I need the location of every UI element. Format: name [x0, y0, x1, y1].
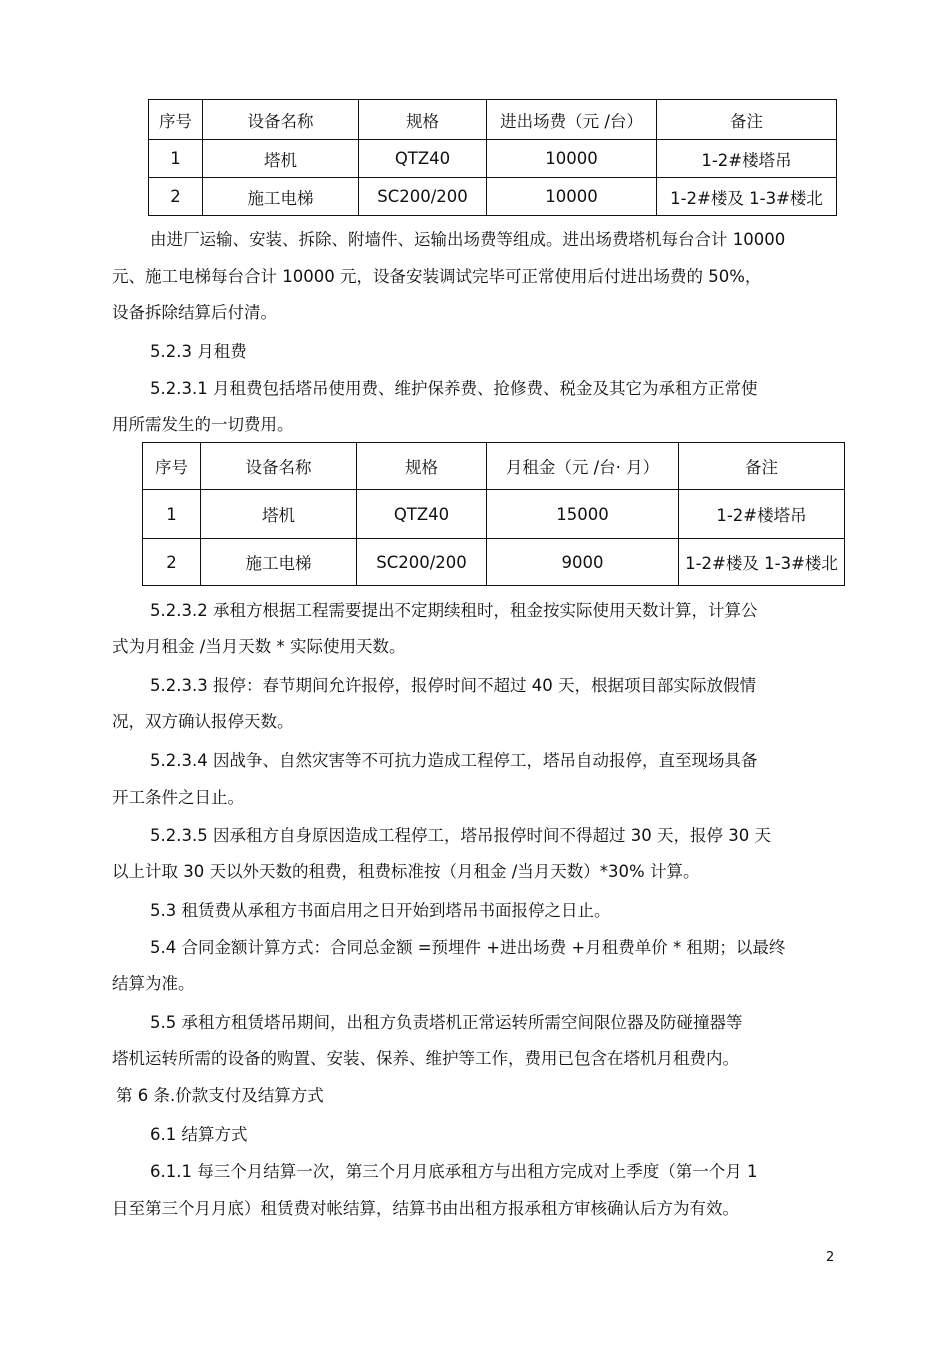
- section-5-2-3-5-line-2: 以上计取 30 天以外天数的租费，租费标准按（月租金 /当月天数）*30% 计算。: [112, 862, 700, 881]
- fee-paragraph-line-2: 元、施工电梯每台合计 10000 元，设备安装调试完毕可正常使用后付进出场费的 50%，: [112, 267, 762, 286]
- table-header-row: [143, 443, 845, 490]
- section-5-2-3-3-line-1: 5.2.3.3 报停：春节期间允许报停，报停时间不超过 40 天，根据项目部实际放假情: [150, 676, 756, 695]
- page-number: 2: [826, 1250, 835, 1265]
- section-5-2-3-1-line-2: 用所需发生的一切费用。: [112, 415, 294, 434]
- table-cell: SC200/200: [359, 178, 487, 216]
- table-cell: 施工电梯: [203, 178, 359, 216]
- header-cell: 月租金（元 /台· 月）: [487, 443, 679, 490]
- table-cell: 施工电梯: [201, 539, 357, 586]
- section-5-2-3-1-line-1: 5.2.3.1 月租费包括塔吊使用费、维护保养费、抢修费、税金及其它为承租方正常使: [150, 379, 758, 398]
- section-5-4-line-2: 结算为准。: [112, 974, 195, 993]
- article-6-heading: 第 6 条.价款支付及结算方式: [116, 1086, 324, 1105]
- table-cell: 15000: [487, 490, 679, 539]
- table-row: [149, 140, 837, 178]
- section-5-2-3-5-line-1: 5.2.3.5 因承租方自身原因造成工程停工，塔吊报停时间不得超过 30 天，报停 30 天: [150, 826, 771, 845]
- section-6-1-1-line-1: 6.1.1 每三个月结算一次，第三个月月底承租方与出租方完成对上季度（第一个月 1: [150, 1162, 758, 1181]
- header-cell: 规格: [357, 443, 487, 490]
- monthly-rent-table: [142, 442, 845, 586]
- table-cell: 10000: [487, 178, 657, 216]
- section-5-2-3-title: 5.2.3 月租费: [150, 342, 247, 361]
- header-cell: 备注: [679, 443, 845, 490]
- table-row: [143, 539, 845, 586]
- table-cell: 1-2#楼及 1-3#楼北: [679, 539, 845, 586]
- table-cell: 9000: [487, 539, 679, 586]
- section-5-2-3-4-line-2: 开工条件之日止。: [112, 788, 244, 807]
- section-5-3: 5.3 租赁费从承租方书面启用之日开始到塔吊书面报停之日止。: [150, 901, 611, 920]
- table-cell: 2: [149, 178, 203, 216]
- table-cell: 塔机: [203, 140, 359, 178]
- header-cell: 规格: [359, 100, 487, 140]
- section-5-2-3-4-line-1: 5.2.3.4 因战争、自然灾害等不可抗力造成工程停工，塔吊自动报停，直至现场具备: [150, 751, 758, 770]
- section-6-1-title: 6.1 结算方式: [150, 1125, 248, 1144]
- table-cell: 1-2#楼塔吊: [679, 490, 845, 539]
- table-cell: 塔机: [201, 490, 357, 539]
- table-header-row: [149, 100, 837, 140]
- table-cell: QTZ40: [357, 490, 487, 539]
- header-cell: 序号: [149, 100, 203, 140]
- section-5-2-3-3-line-2: 况，双方确认报停天数。: [112, 712, 294, 731]
- table-row: [143, 490, 845, 539]
- table-cell: 1-2#楼及 1-3#楼北: [657, 178, 837, 216]
- fee-paragraph-line-1: 由进厂运输、安装、拆除、附墙件、运输出场费等组成。进出场费塔机每台合计 10000: [150, 230, 786, 249]
- header-cell: 设备名称: [201, 443, 357, 490]
- table-row: [149, 178, 837, 216]
- section-5-4-line-1: 5.4 合同金额计算方式：合同总金额 =预埋件 +进出场费 +月租费单价 * 租期；以最终: [150, 938, 786, 957]
- table-cell: 1: [143, 490, 201, 539]
- section-5-2-3-2-line-2: 式为月租金 /当月天数 * 实际使用天数。: [112, 637, 406, 656]
- table-cell: 10000: [487, 140, 657, 178]
- table-cell: 2: [143, 539, 201, 586]
- table-cell: 1: [149, 140, 203, 178]
- entry-exit-fee-table: [148, 99, 837, 216]
- fee-paragraph-line-3: 设备拆除结算后付清。: [112, 303, 277, 322]
- header-cell: 序号: [143, 443, 201, 490]
- section-5-5-line-1: 5.5 承租方租赁塔吊期间，出租方负责塔机正常运转所需空间限位器及防碰撞器等: [150, 1013, 743, 1032]
- header-cell: 设备名称: [203, 100, 359, 140]
- header-cell: 进出场费（元 /台）: [487, 100, 657, 140]
- header-cell: 备注: [657, 100, 837, 140]
- section-5-2-3-2-line-1: 5.2.3.2 承租方根据工程需要提出不定期续租时，租金按实际使用天数计算，计算公: [150, 601, 758, 620]
- section-6-1-1-line-2: 日至第三个月月底）租赁费对帐结算，结算书由出租方报承租方审核确认后方为有效。: [112, 1199, 739, 1218]
- section-5-5-line-2: 塔机运转所需的设备的购置、安装、保养、维护等工作，费用已包含在塔机月租费内。: [112, 1049, 739, 1068]
- table-cell: QTZ40: [359, 140, 487, 178]
- table-cell: SC200/200: [357, 539, 487, 586]
- table-cell: 1-2#楼塔吊: [657, 140, 837, 178]
